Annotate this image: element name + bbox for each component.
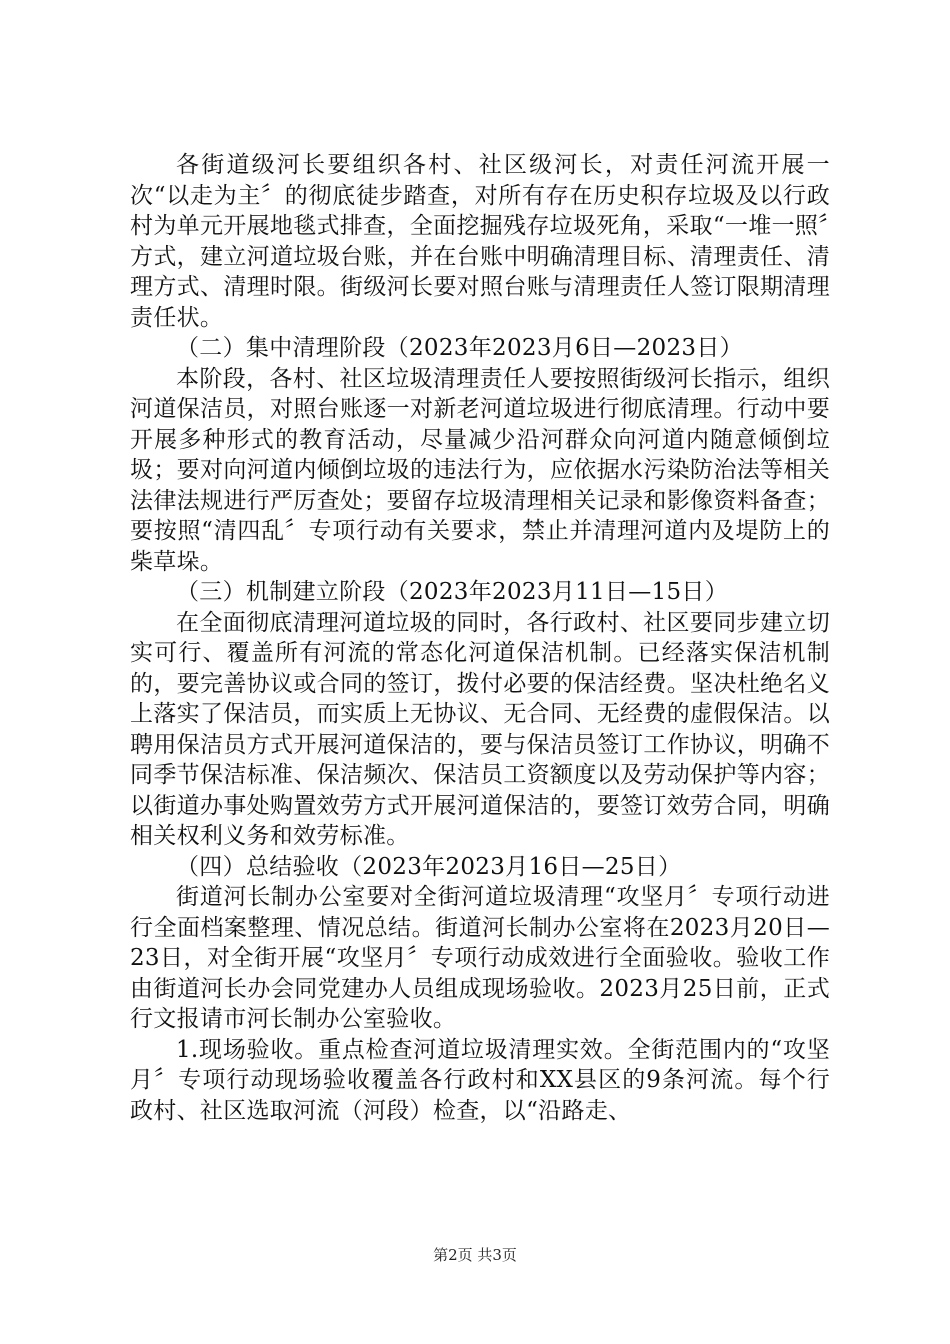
paragraph-site-inspection: 1.现场验收。重点检查河道垃圾清理实效。全街范围内的“攻坚月〞专项行动现场验收覆盖各行政村和XX县区的9条河流。每个行政村、社区选取河流（河段）检查，以“沿路走、 xyxy=(130,1036,830,1124)
heading-stage-four: （四）总结验收（2023年2023月16日—25日） xyxy=(176,853,682,880)
paragraph-stage-two: 本阶段，各村、社区垃圾清理责任人要按照街级河长指示，组织河道保洁员，对照台账逐一对新老河道垃圾进行彻底清理。行动中要开展多种形式的教育活动，尽量减少沿河群众向河道内随意倾倒垃圾；要对向河道内倾倒垃圾的违法行为，应依据水污染防治法等相关法律法规进行严厉查处；要留存垃圾清理相关记录和影像资料备查；要按照“清四乱〞专项行动有关要求，禁止并清理河道内及堤防上的柴草垛。 xyxy=(130,365,830,575)
heading-stage-two: （二）集中清理阶段（2023年2023月6日—2023日） xyxy=(176,335,743,361)
paragraph-stage-four: 街道河长制办公室要对全街河道垃圾清理“攻坚月〞专项行动进行全面档案整理、情况总结。街道河长制办公室将在2023月20日—23日，对全街开展“攻坚月〞专项行动成效进行全面验收。验收工作由街道河长办会同党建办人员组成现场验收。2023月25日前，正式行文报请市河长制办公室验收。 xyxy=(130,884,830,1032)
page-footer: 第2页 共3页 xyxy=(433,1246,517,1264)
paragraph-inspection-ledger: 各街道级河长要组织各村、社区级河长，对责任河流开展一次“以走为主〞的彻底徒步踏查，对所有存在历史积存垃圾及以行政村为单元开展地毯式排查，全面挖掘残存垃圾死角，采取“一堆一照〞方式，建立河道垃圾台账，并在台账中明确清理目标、清理责任、清理方式、清理时限。街级河长要对照台账与清理责任人签订限期清理责任状。 xyxy=(130,152,830,331)
document-body xyxy=(130,150,830,1126)
heading-stage-three: （三）机制建立阶段（2023年2023月11日—15日） xyxy=(176,579,728,605)
paragraph-stage-three: 在全面彻底清理河道垃圾的同时，各行政村、社区要同步建立切实可行、覆盖所有河流的常态化河道保洁机制。已经落实保洁机制的，要完善协议或合同的签订，拨付必要的保洁经费。坚决杜绝名义上落实了保洁员，而实质上无协议、无合同、无经费的虚假保洁。以聘用保洁员方式开展河道保洁的，要与保洁员签订工作协议，明确不同季节保洁标准、保洁频次、保洁员工资额度以及劳动保护等内容；以街道办事处购置效劳方式开展河道保洁的，要签订效劳合同，明确相关权利义务和效劳标准。 xyxy=(130,609,830,849)
